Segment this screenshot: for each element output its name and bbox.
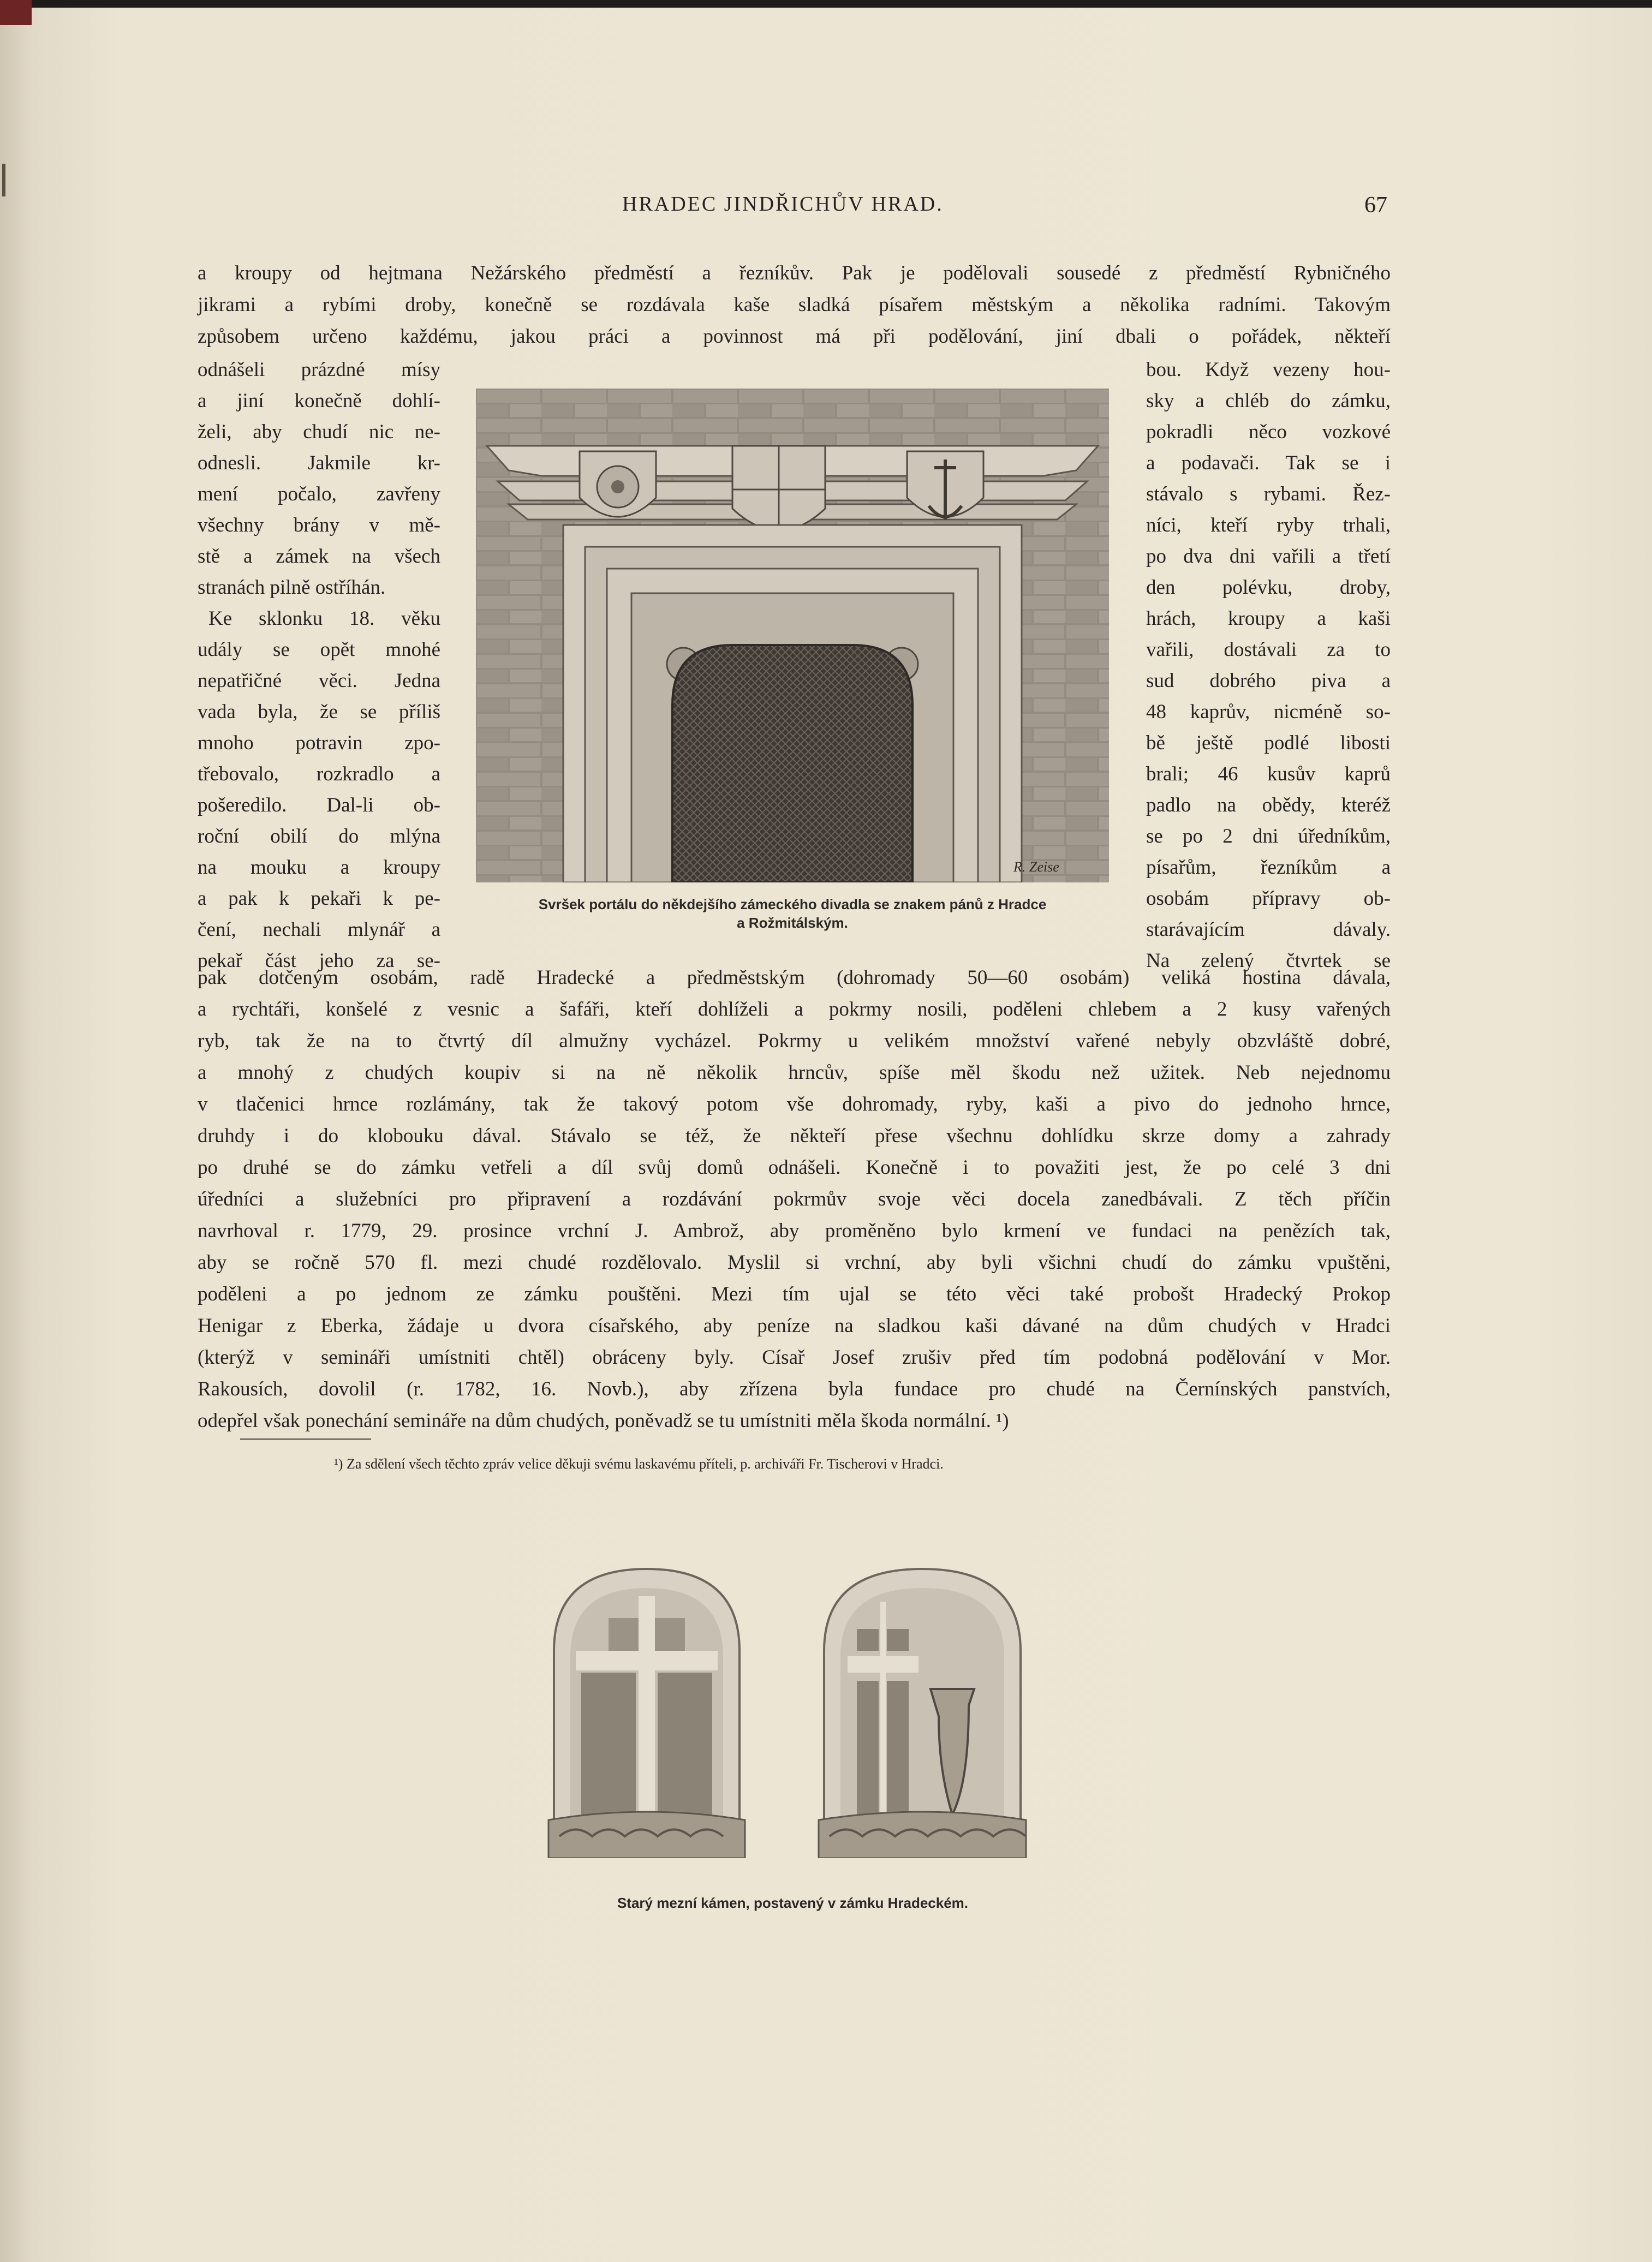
text-line: bě ještě podlé libosti xyxy=(1146,732,1391,754)
caption-line: a Rožmitálským. xyxy=(737,915,848,931)
text-line: pokradli něco vozkové xyxy=(1146,421,1391,443)
boundary-stones-illustration xyxy=(538,1563,1048,1858)
scan-top-border xyxy=(0,0,1652,8)
top-paragraph xyxy=(198,258,1391,353)
text-line: hrách, kroupy a kaši xyxy=(1146,607,1391,630)
text-line: pošeredilo. Dal-li ob- xyxy=(198,794,440,816)
text-line: se po 2 dni úředníkům, xyxy=(1146,825,1391,847)
text-line: druhdy i do klobouku dával. Stávalo se též, že někteří přese všechnu dohlídku skrze domy a zahrady xyxy=(198,1125,1391,1147)
text-line: a kroupy od hejtmana Nežárského předměstí a řezníkův. Pak je podělovali sousedé z předměstí Rybničného xyxy=(198,262,1391,284)
text-line: úředníci a služebníci pro připravení a rozdávání pokrmův svoje věci docela zanedbávali. Z těch příčin xyxy=(198,1188,1391,1210)
text-line: jikrami a rybími droby, konečně se rozdávala kaše sladká písařem městským a několika radními. Takovým xyxy=(198,294,1391,316)
text-line: a jiní konečně dohlí- xyxy=(198,390,440,412)
text-line: ryb, tak že na to čtvrtý díl almužny vycházel. Pokrmy u velikém množství vařené nebyly obzvláště dobré, xyxy=(198,1030,1391,1052)
text-line: osobám přípravy ob- xyxy=(1146,887,1391,910)
text-line: po dva dni vařili a třetí xyxy=(1146,545,1391,568)
text-line: pekař část jeho za se- xyxy=(198,950,440,972)
text-line: všechny brány v mě- xyxy=(198,514,440,536)
text-line: 48 kaprův, nicméně so- xyxy=(1146,701,1391,723)
text-line: poděleni a po jednom ze zámku pouštěni. Mezi tím ujal se této věci také probošt Hradecký Prokop xyxy=(198,1283,1391,1305)
text-line: Henigar z Eberka, žádaje u dvora císařského, aby peníze na sladkou kaši dávané na dům chudých v Hradci xyxy=(198,1315,1391,1337)
text-line: odnesli. Jakmile kr- xyxy=(198,452,440,474)
text-line: a pak k pekaři k pe- xyxy=(198,887,440,910)
left-column xyxy=(198,354,440,976)
text-line: udály se opět mnohé xyxy=(198,638,440,661)
text-line: navrhoval r. 1779, 29. prosince vrchní J. Ambrož, aby proměněno bylo krmení ve fundaci na penězích tak, xyxy=(198,1220,1391,1242)
text-line: (kterýž v semináři umístniti chtěl) obráceny byly. Císař Josef zrušiv před tím podobná podělování v Mor. xyxy=(198,1346,1391,1369)
red-bookmark xyxy=(0,0,32,25)
figure2-caption: Starý mezní kámen, postavený v zámku Hradeckém. xyxy=(617,1895,969,1911)
text-line: na mouku a kroupy xyxy=(198,856,440,879)
text-line: bou. Když vezeny hou- xyxy=(1146,359,1391,381)
text-line: aby se ročně 570 fl. mezi chudé rozdělovalo. Myslil si vrchní, aby byli všichni chudí do zámku vpuštěni, xyxy=(198,1251,1391,1274)
text-line: po druhé se do zámku vetřeli a díl svůj domů odnášeli. Konečně i to považiti jest, že po celé 3 dni xyxy=(198,1156,1391,1179)
figure1-caption xyxy=(470,895,1114,932)
text-line: odnášeli prázdné mísy xyxy=(198,359,440,381)
text-line: pak dotčeným osobám, radě Hradecké a předměstským (dohromady 50—60 osobám) veliká hostina dávala, xyxy=(198,966,1391,989)
text-line: třebovalo, rozkradlo a xyxy=(198,763,440,785)
text-line: sky a chléb do zámku, xyxy=(1146,390,1391,412)
text-line: padlo na obědy, kteréž xyxy=(1146,794,1391,816)
text-line: písařům, řezníkům a xyxy=(1146,856,1391,879)
text-line: mnoho potravin zpo- xyxy=(198,732,440,754)
text-line: stě a zámek na všech xyxy=(198,545,440,568)
text-line: mení počalo, zavřeny xyxy=(198,483,440,505)
page-number: 67 xyxy=(1364,193,1387,218)
text-line: Na zelený čtvrtek se xyxy=(1146,950,1391,972)
text-line: způsobem určeno každému, jakou práci a povinnost má při podělování, jiní dbali o pořádek, někteří xyxy=(198,325,1391,348)
text-line: želi, aby chudí nic ne- xyxy=(198,421,440,443)
text-line: nepatřičné věci. Jedna xyxy=(198,670,440,692)
running-title: HRADEC JINDŘICHŮV HRAD. xyxy=(622,193,944,216)
right-boundary-stone xyxy=(819,1569,1026,1858)
text-line: vada byla, že se příliš xyxy=(198,701,440,723)
text-line: níci, kteří ryby trhali, xyxy=(1146,514,1391,536)
text-line: Ke sklonku 18. věku xyxy=(208,607,440,630)
text-line: sud dobrého piva a xyxy=(1146,670,1391,692)
right-column xyxy=(1146,354,1391,976)
engraver-signature: R. Zeise xyxy=(1013,859,1059,875)
text-line: vařili, dostávali za to xyxy=(1146,638,1391,661)
binding-mark xyxy=(2,164,5,196)
bottom-paragraph xyxy=(198,962,1391,1437)
footnote: ¹) Za sdělení všech těchto zpráv velice děkuji svému laskavému příteli, p. archiváři Fr. Tischerovi v Hradci. xyxy=(334,1456,944,1472)
portal-illustration xyxy=(476,389,1109,882)
text-line: brali; 46 kusův kaprů xyxy=(1146,763,1391,785)
text-line: odepřel však ponechání semináře na dům chudých, poněvadž se tu umístniti měla škoda normální. ¹) xyxy=(198,1410,1009,1432)
text-line: v tlačenici hrnce rozlámány, tak že takový potom vše dohromady, ryby, kaši a pivo do jednoho hrnce, xyxy=(198,1093,1391,1115)
footnote-rule xyxy=(240,1439,371,1440)
text-line: stávalo s rybami. Řez- xyxy=(1146,483,1391,505)
text-line: a mnohý z chudých koupiv si na ně několik hrncův, spíše měl škodu než užitek. Neb nejednomu xyxy=(198,1061,1391,1084)
text-line: starávajícím dávaly. xyxy=(1146,918,1391,941)
caption-line: Svršek portálu do někdejšího zámeckého divadla se znakem pánů z Hradce xyxy=(538,896,1047,912)
text-line: Rakousích, dovolil (r. 1782, 16. Novb.), aby zřízena byla fundace pro chudé na Černínských panstvích, xyxy=(198,1378,1391,1400)
text-line: čení, nechali mlynář a xyxy=(198,918,440,941)
left-boundary-stone xyxy=(548,1569,745,1858)
text-line: a rychtáři, konšelé z vesnic a šafáři, kteří dohlíželi a pokrmy nosili, poděleni chlebem a 2 kusy vařených xyxy=(198,998,1391,1020)
text-line: a podavači. Tak se i xyxy=(1146,452,1391,474)
text-line: roční obilí do mlýna xyxy=(198,825,440,847)
text-line: den polévku, droby, xyxy=(1146,576,1391,599)
text-line: stranách pilně ostříhán. xyxy=(198,576,386,599)
